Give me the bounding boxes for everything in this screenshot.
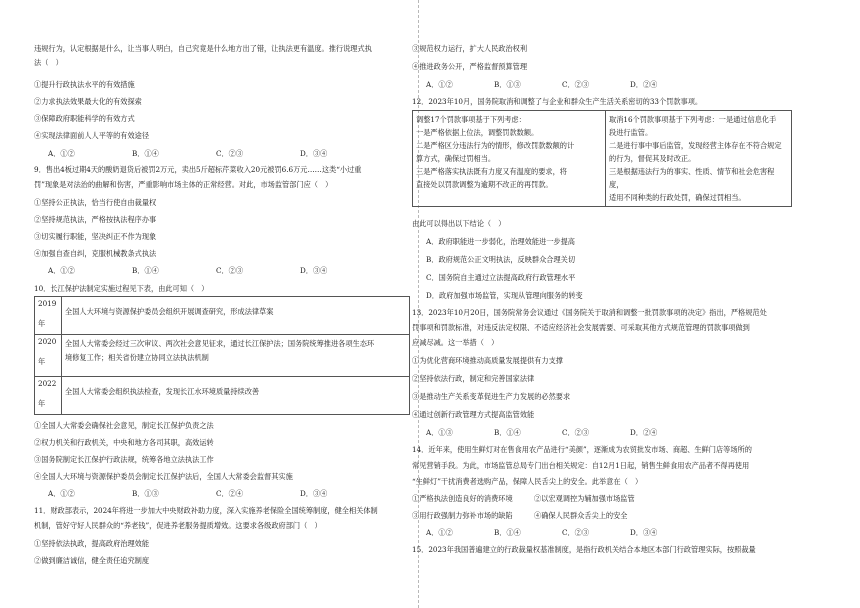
q11-item-3: ③规范权力运行，扩大人民政治权利 — [412, 44, 528, 53]
q14-option-d[interactable]: D．③④ — [630, 528, 658, 537]
q9-stem-1: 9．售出4板过期4天的酸奶退货后被罚2万元，卖出5斤超标芹菜收入20元被罚6.6万元……这类“小过重 — [34, 165, 362, 174]
event-cell — [62, 335, 410, 377]
cancelled-line: 段进行监管。 — [609, 128, 653, 137]
q14-item-1: ①严格执法创造良好的消费环境 — [412, 494, 513, 503]
q8-option-b[interactable]: B．①④ — [132, 149, 159, 158]
q14-option-b[interactable]: B．①④ — [494, 528, 521, 537]
cancelled-line: 三是根据违法行为的事实、性质、情节和社会危害程度， — [609, 167, 775, 189]
q13-options — [426, 428, 657, 438]
event-cell — [62, 297, 410, 335]
q13-item-2: ②坚持依法行政，制定和完善国家法律 — [412, 374, 535, 383]
q9-item-4: ④加强自查自纠，克服机械教条式执法 — [34, 249, 157, 258]
q10-option-a[interactable]: A．①② — [48, 489, 75, 498]
q14-options — [426, 528, 657, 538]
q10-row-2020 — [35, 335, 410, 377]
q13-option-b[interactable]: B．①④ — [494, 428, 521, 437]
year-cell — [35, 377, 62, 415]
q9-item-1: ①坚持公正执法，恰当行使自由裁量权 — [34, 198, 157, 207]
q8-option-c[interactable]: C．②③ — [216, 149, 244, 158]
q12-option-b[interactable]: B．政府规范公正文明执法，反映群众合理关切 — [426, 255, 576, 264]
cancelled-line: 的行为，督促其及时改正。 — [609, 154, 696, 163]
q8-item-4: ④实现法律面前人人平等的有效途径 — [34, 131, 150, 140]
adjusted-line: 算方式，确保过罚相当。 — [416, 154, 496, 163]
q9-stem-2: 罚”现象是对法治的曲解和伤害，严重影响市场主体的正常经营。对此，市场监管部门应（ ） — [34, 180, 333, 189]
event-cell — [62, 377, 410, 415]
q8-option-d[interactable]: D．③④ — [300, 149, 328, 158]
q11-option-d[interactable]: D．②④ — [630, 80, 658, 89]
q12-cancelled-cell — [606, 111, 792, 207]
q12-lead: 由此可以得出以下结论（ ） — [412, 219, 506, 228]
q8-item-2: ②力求执法效果最大化的有效探索 — [34, 97, 142, 106]
q10-item-1: ①全国人大常委会确保社会意见，制定长江保护负责之法 — [34, 421, 214, 430]
q8-options — [48, 149, 327, 159]
q9-option-a[interactable]: A．①② — [48, 266, 75, 275]
q11-options — [426, 80, 657, 90]
q9-option-b[interactable]: B．①④ — [132, 266, 159, 275]
q12-option-c[interactable]: C．国务院自主通过立法提高政府行政管理水平 — [426, 273, 576, 282]
q13-option-d[interactable]: D．②④ — [630, 428, 658, 437]
q12-adjusted-cell — [413, 111, 606, 207]
q14-option-a[interactable]: A．①② — [426, 528, 453, 537]
cancelled-line: 取消16个罚款事项基于下列考虑：一是通过信息化手 — [609, 115, 777, 124]
year-cell — [35, 335, 62, 377]
q14-stem-3: “生鲜灯”干扰消费者选购产品，保障人民舌尖上的安全。此举意在（ ） — [412, 477, 643, 486]
q11-item-4: ④推进政务公开，严格监督预算管理 — [412, 62, 528, 71]
q11-option-c[interactable]: C．②③ — [562, 80, 590, 89]
q10-item-4: ④全国人大环境与资源保护委员会制定长江保护法后，全国人大常委会监督其实施 — [34, 472, 293, 481]
q12-stem: 12．2023年10月，国务院取消和调整了与企业和群众生产生活关系密切的33个罚款事项。 — [412, 97, 703, 106]
q10-row-2019 — [35, 297, 410, 335]
q13-stem-3: 应减尽减。这一举措（ ） — [412, 338, 499, 347]
q14-item-4: ④确保人民群众舌尖上的安全 — [534, 511, 628, 520]
year-suffix: 年 — [38, 319, 46, 328]
q9-options — [48, 266, 327, 276]
q10-option-d[interactable]: D．③④ — [300, 489, 328, 498]
q14-stem-1: 14．近年来，使用生鲜灯对在售食用农产品进行“美颜”，逐渐成为农贸批发市场、商超、生鲜门店等场所的 — [412, 445, 752, 454]
year-label: 2019 — [38, 299, 57, 308]
q14-item-2: ②以宏观调控为辅加强市场监管 — [534, 494, 635, 503]
adjusted-line: 直接处以罚款调整为逾期不改正的再罚款。 — [416, 180, 553, 189]
q11-option-b[interactable]: B．①③ — [494, 80, 521, 89]
year-suffix: 年 — [38, 357, 46, 366]
year-cell — [35, 297, 62, 335]
q10-table — [34, 296, 410, 415]
q11-stem-1: 11．财政部表示，2024年将进一步加大中央财政补助力度，深入实施养老保险全国统筹制度，健全相关体制 — [34, 506, 378, 515]
q10-options — [48, 489, 327, 499]
q12-row — [413, 111, 792, 207]
q13-stem-2: 罚事项和罚款标准，对违反法定权限、不适应经济社会发展需要、可采取其他方式规范管理的罚款事项做到 — [412, 323, 750, 332]
q11-stem-2: 机制，管好守好人民群众的“养老钱”，促进养老服务提质增效。这要求各级政府部门（ ） — [34, 521, 322, 530]
q9-option-c[interactable]: C．②③ — [216, 266, 244, 275]
q14-option-c[interactable]: C．②③ — [562, 528, 590, 537]
q13-option-c[interactable]: C．②③ — [562, 428, 590, 437]
q9-option-d[interactable]: D．③④ — [300, 266, 328, 275]
q9-item-2: ②坚持规范执法，严格按执法程序办事 — [34, 215, 157, 224]
q10-option-b[interactable]: B．①③ — [132, 489, 159, 498]
cancelled-line: 适用不同种类的行政处罚，确保过罚相当。 — [609, 193, 746, 202]
intro-line-2: 法（ ） — [34, 58, 63, 67]
event-text: 境修复工作；相关省份建立协同立法执法机制 — [65, 353, 209, 362]
intro-line-1: 违规行为，认定根据是什么，让当事人明白，自己究竟是什么地方出了错，让执法更有温度。推行说理式执 — [34, 44, 372, 53]
q11-item-1: ①坚持依法执政，提高政府治理效能 — [34, 539, 150, 548]
adjusted-line: 三是严格落实执法既有力度又有温度的要求，将 — [416, 167, 567, 176]
event-text: 全国人大常委会经过三次审议、两次社会意见征求，通过长江保护法；国务院统筹推进各项生态环 — [65, 339, 375, 348]
year-label: 2020 — [38, 337, 57, 346]
q10-option-c[interactable]: C．②④ — [216, 489, 244, 498]
q10-item-3: ③国务院制定长江保护行政法规，统筹各地立法执法工作 — [34, 455, 214, 464]
q10-stem: 10．长江保护法制定实施过程见下表，由此可知（ ） — [34, 284, 209, 293]
q8-item-1: ①提升行政执法水平的有效措施 — [34, 80, 135, 89]
q10-item-2: ②权力机关和行政机关，中央和地方各司其职，高效运转 — [34, 438, 214, 447]
q10-row-2022 — [35, 377, 410, 415]
q13-item-3: ③是推动生产关系变革促进生产力发展的必然要求 — [412, 392, 571, 401]
event-text: 全国人大常委会组织执法检查，发现长江水环境质量持续改善 — [65, 387, 260, 396]
q12-option-d[interactable]: D．政府加强市场监管，实现从管理向服务的转变 — [426, 291, 583, 300]
q13-item-1: ①为优化营商环境推动高质量发展提供有力支撑 — [412, 356, 563, 365]
adjusted-line: 一是严格依据上位法，调整罚款数额。 — [416, 128, 539, 137]
q14-stem-2: 常见营销手段。为此，市场监管总局专门出台相关规定：自12月1日起，销售生鲜食用农产品者不得再使用 — [412, 461, 750, 470]
q12-option-a[interactable]: A．政府职能进一步弱化，治理效能进一步提高 — [426, 237, 575, 246]
q9-item-3: ③切实履行职能，坚决纠正不作为现象 — [34, 232, 157, 241]
q12-table — [412, 110, 792, 207]
year-suffix: 年 — [38, 399, 46, 408]
adjusted-line: 二是严格区分违法行为的情形，修改罚款数额的计 — [416, 141, 575, 150]
q13-stem-1: 13．2023年10月20日，国务院常务会议通过《国务院关于取消和调整一批罚款事项的决定》指出，严格规范处 — [412, 308, 767, 317]
cancelled-line: 二是进行事中事后监管，发现经营主体存在不符合规定 — [609, 141, 782, 150]
event-text: 全国人大环境与资源保护委员会组织开展调查研究，形成法律草案 — [65, 307, 274, 316]
q14-item-3: ③用行政强制力弥补市场的缺陷 — [412, 511, 513, 520]
q8-option-a[interactable]: A．①② — [48, 149, 75, 158]
q13-option-a[interactable]: A．①③ — [426, 428, 453, 437]
q13-item-4: ④通过创新行政管理方式提高监管效能 — [412, 410, 535, 419]
year-label: 2022 — [38, 379, 57, 388]
adjusted-line: 调整17个罚款事项基于下列考虑： — [416, 115, 526, 124]
q11-option-a[interactable]: A．①② — [426, 80, 453, 89]
q8-item-3: ③保障政府职能科学的有效方式 — [34, 114, 135, 123]
q15-stem: 15．2023年我国普遍建立的行政裁量权基准制度，是指行政机关结合本地区本部门行政管理实际，按照裁量 — [412, 545, 756, 554]
q11-item-2: ②做到廉洁诚信，健全责任追究制度 — [34, 556, 150, 565]
